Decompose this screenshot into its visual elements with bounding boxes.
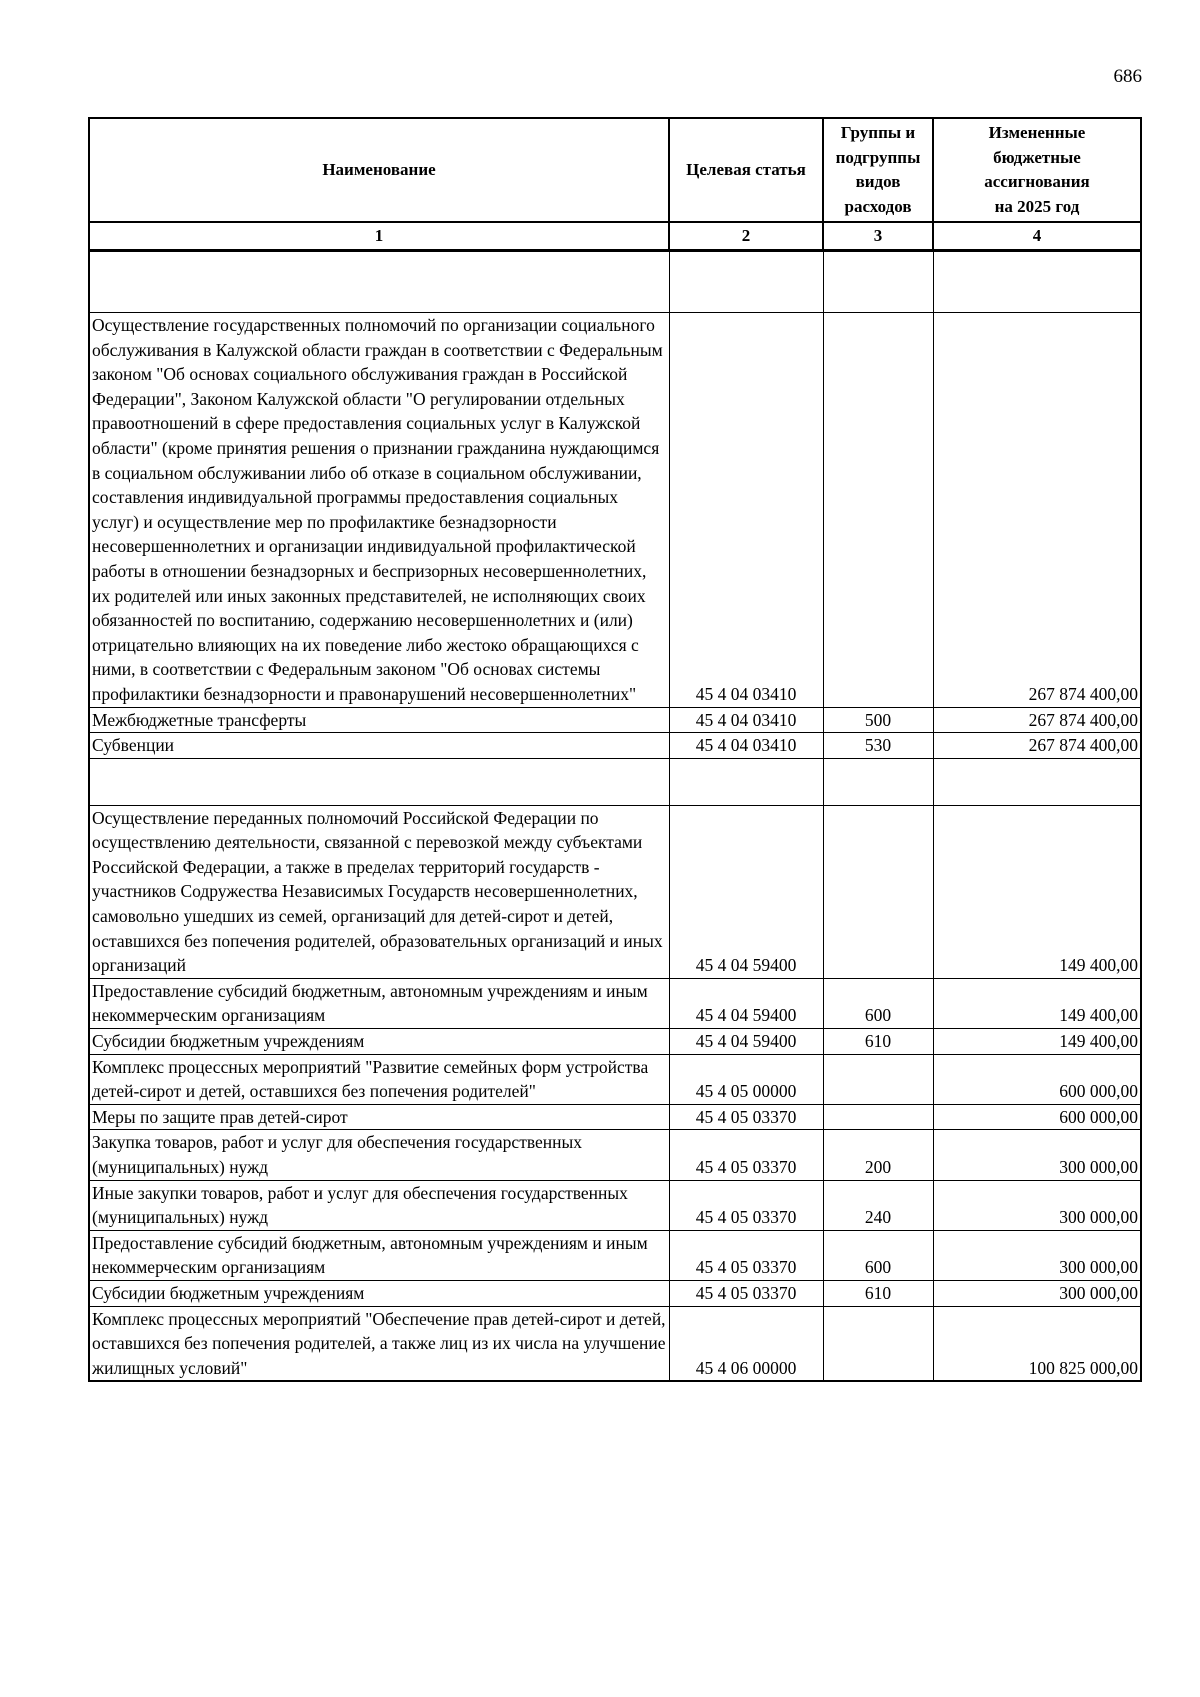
spacer-cell bbox=[823, 251, 933, 313]
row-name: Комплекс процессных мероприятий "Обеспечение прав детей-сирот и детей, оставшихся без попечения родителей, а также лиц из их числа на улучшение жилищных условий" bbox=[89, 1306, 669, 1381]
row-expense-group: 200 bbox=[823, 1130, 933, 1180]
column-number-4: 4 bbox=[933, 222, 1141, 251]
row-name: Субвенции bbox=[89, 733, 669, 759]
budget-table bbox=[88, 117, 1142, 1382]
row-name: Комплекс процессных мероприятий "Развитие семейных форм устройства детей-сирот и детей, оставшихся без попечения родителей" bbox=[89, 1054, 669, 1104]
table-header bbox=[89, 118, 1141, 251]
page-number: 686 bbox=[1113, 66, 1142, 87]
row-expense-group: 610 bbox=[823, 1029, 933, 1055]
column-number-2: 2 bbox=[669, 222, 823, 251]
row-name: Осуществление переданных полномочий Российской Федерации по осуществлению деятельности, связанной с перевозкой между субъектами Российской Федерации, а также в пределах территорий государств - участников Содружества Независимых Государств несовершеннолетних, самовольно ушедших из семей, организаций для детей-сирот и детей, оставшихся без попечения родителей, образовательных организаций и иных организаций bbox=[89, 805, 669, 978]
row-expense-group: 600 bbox=[823, 1230, 933, 1280]
header-target-article: Целевая статья bbox=[669, 118, 823, 222]
row-expense-group bbox=[823, 1306, 933, 1381]
row-expense-group: 600 bbox=[823, 978, 933, 1028]
header-allocations-line: на 2025 год bbox=[994, 196, 1080, 216]
row-target-article: 45 4 04 59400 bbox=[669, 978, 823, 1028]
table-row bbox=[89, 707, 1141, 733]
table-row bbox=[89, 1029, 1141, 1055]
row-name: Субсидии бюджетным учреждениям bbox=[89, 1029, 669, 1055]
row-amount: 149 400,00 bbox=[933, 805, 1141, 978]
row-amount: 600 000,00 bbox=[933, 1054, 1141, 1104]
row-expense-group bbox=[823, 313, 933, 708]
row-name: Иные закупки товаров, работ и услуг для обеспечения государственных (муниципальных) нужд bbox=[89, 1180, 669, 1230]
row-amount: 267 874 400,00 bbox=[933, 707, 1141, 733]
header-allocations-line: Измененные bbox=[988, 123, 1086, 142]
table-row bbox=[89, 313, 1141, 708]
header-expense-groups bbox=[823, 118, 933, 222]
row-expense-group bbox=[823, 1054, 933, 1104]
header-name: Наименование bbox=[89, 118, 669, 222]
table-row bbox=[89, 1104, 1141, 1130]
row-amount: 267 874 400,00 bbox=[933, 313, 1141, 708]
table-row bbox=[89, 1306, 1141, 1381]
row-target-article: 45 4 04 03410 bbox=[669, 733, 823, 759]
spacer-cell bbox=[823, 758, 933, 805]
table-row bbox=[89, 1230, 1141, 1280]
row-amount: 100 825 000,00 bbox=[933, 1306, 1141, 1381]
spacer-row bbox=[89, 758, 1141, 805]
row-expense-group bbox=[823, 1104, 933, 1130]
table-row bbox=[89, 1054, 1141, 1104]
row-amount: 300 000,00 bbox=[933, 1130, 1141, 1180]
row-target-article: 45 4 04 59400 bbox=[669, 1029, 823, 1055]
row-expense-group: 240 bbox=[823, 1180, 933, 1230]
row-amount: 267 874 400,00 bbox=[933, 733, 1141, 759]
spacer-cell bbox=[89, 251, 669, 313]
row-target-article: 45 4 05 03370 bbox=[669, 1104, 823, 1130]
row-amount: 149 400,00 bbox=[933, 1029, 1141, 1055]
spacer-cell bbox=[933, 251, 1141, 313]
header-expense-groups-line: Группы и bbox=[840, 123, 916, 142]
row-amount: 300 000,00 bbox=[933, 1180, 1141, 1230]
row-expense-group: 500 bbox=[823, 707, 933, 733]
row-name: Предоставление субсидий бюджетным, автономным учреждениям и иным некоммерческим организациям bbox=[89, 1230, 669, 1280]
table-row bbox=[89, 1130, 1141, 1180]
table-row bbox=[89, 733, 1141, 759]
row-target-article: 45 4 05 03370 bbox=[669, 1180, 823, 1230]
header-expense-groups-line: расходов bbox=[844, 196, 912, 216]
header-expense-groups-line: подгруппы bbox=[835, 147, 921, 167]
row-name: Предоставление субсидий бюджетным, автономным учреждениям и иным некоммерческим организациям bbox=[89, 978, 669, 1028]
header-allocations-line: ассигнования bbox=[984, 172, 1090, 191]
row-target-article: 45 4 05 00000 bbox=[669, 1054, 823, 1104]
row-name: Субсидии бюджетным учреждениям bbox=[89, 1280, 669, 1306]
row-target-article: 45 4 06 00000 bbox=[669, 1306, 823, 1381]
row-amount: 300 000,00 bbox=[933, 1230, 1141, 1280]
row-amount: 149 400,00 bbox=[933, 978, 1141, 1028]
table-row bbox=[89, 1280, 1141, 1306]
spacer-cell bbox=[669, 758, 823, 805]
table-row bbox=[89, 1180, 1141, 1230]
row-target-article: 45 4 04 03410 bbox=[669, 313, 823, 708]
row-expense-group: 530 bbox=[823, 733, 933, 759]
spacer-cell bbox=[89, 758, 669, 805]
header-expense-groups-line: видов bbox=[855, 172, 901, 191]
row-name: Меры по защите прав детей-сирот bbox=[89, 1104, 669, 1130]
column-number-3: 3 bbox=[823, 222, 933, 251]
row-target-article: 45 4 05 03370 bbox=[669, 1130, 823, 1180]
row-target-article: 45 4 05 03370 bbox=[669, 1230, 823, 1280]
row-name: Осуществление государственных полномочий по организации социального обслуживания в Калужской области граждан в соответствии с Федеральным законом "Об основах социального обслуживания граждан в Российской Федерации", Законом Калужской области "О регулировании отдельных правоотношений в сфере предоставления социальных услуг в Калужской области" (кроме принятия решения о признании гражданина нуждающимся в социальном обслуживании либо об отказе в социальном обслуживании, составления индивидуальной программы предоставления социальных услуг) и осуществление мер по профилактике безнадзорности несовершеннолетних и организации индивидуальной профилактической работы в отношении безнадзорных и беспризорных несовершеннолетних, их родителей или иных законных представителей, не исполняющих своих обязанностей по воспитанию, содержанию несовершеннолетних и (или) отрицательно влияющих на их поведение либо жестоко обращающихся с ними, в соответствии с Федеральным законом "Об основах системы профилактики безнадзорности и правонарушений несовершеннолетних" bbox=[89, 313, 669, 708]
header-allocations-line: бюджетные bbox=[993, 147, 1081, 167]
row-amount: 300 000,00 bbox=[933, 1280, 1141, 1306]
spacer-cell bbox=[669, 251, 823, 313]
column-number-1: 1 bbox=[89, 222, 669, 251]
row-target-article: 45 4 04 03410 bbox=[669, 707, 823, 733]
row-name: Межбюджетные трансферты bbox=[89, 707, 669, 733]
row-target-article: 45 4 04 59400 bbox=[669, 805, 823, 978]
row-amount: 600 000,00 bbox=[933, 1104, 1141, 1130]
table-row bbox=[89, 978, 1141, 1028]
row-expense-group: 610 bbox=[823, 1280, 933, 1306]
spacer-row bbox=[89, 251, 1141, 313]
table-body bbox=[89, 251, 1141, 1382]
header-allocations bbox=[933, 118, 1141, 222]
row-name: Закупка товаров, работ и услуг для обеспечения государственных (муниципальных) нужд bbox=[89, 1130, 669, 1180]
table-row bbox=[89, 805, 1141, 978]
spacer-cell bbox=[933, 758, 1141, 805]
row-expense-group bbox=[823, 805, 933, 978]
row-target-article: 45 4 05 03370 bbox=[669, 1280, 823, 1306]
